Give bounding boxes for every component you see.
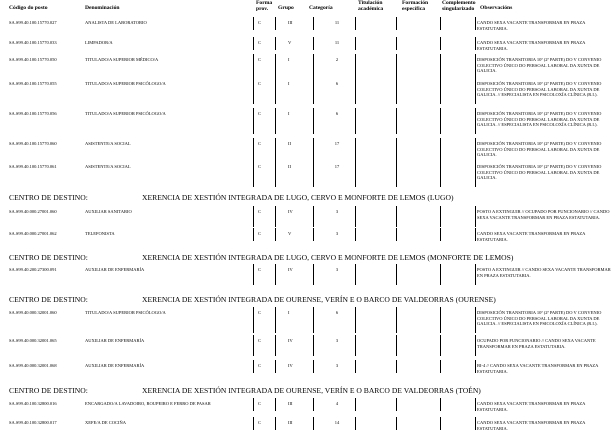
section-label: CENTRO DE DESTINO: [9, 386, 88, 395]
post-categoria: 11 [334, 40, 340, 45]
header-complemento: Complemento [442, 0, 476, 6]
post-forma: C [258, 20, 262, 25]
post-observations: BI-4 // CANDO SEXA VACANTE TRANSFORMAR EN PRAZA ESTATUTARIA. [477, 363, 599, 374]
post-code: SA.S99.40.200.27300.091 [9, 267, 57, 272]
post-denomination: LIMPADOR/A [85, 40, 113, 45]
section-name: XERENCIA DE XESTIÓN INTEGRADA DE OURENSE, VERÍN E O BARCO DE VALDEORRAS (TOÉN) [142, 386, 481, 395]
post-denomination: ASISTENTE/A SOCIAL [85, 141, 131, 146]
post-categoria: 3 [335, 267, 339, 272]
post-grupo: I [288, 81, 290, 86]
post-code: SA.S99.40.000.27001.062 [9, 231, 57, 236]
post-code: SA.S99.40.000.32001.060 [9, 310, 57, 315]
section-name: XERENCIA DE XESTIÓN INTEGRADA DE LUGO, CERVO E MONFORTE DE LEMOS (MONFORTE DE LEMOS) [142, 253, 514, 262]
post-forma: C [258, 338, 262, 343]
post-grupo: I [288, 310, 290, 315]
post-grupo: II [288, 164, 291, 169]
post-denomination: AUXILIAR DE ENFERMARÍA [85, 267, 145, 272]
post-categoria: 3 [335, 338, 339, 343]
post-observations: DISPOSICIÓN TRANSITORIA 10ª (2ª PARTE) DO V CONVENIO COLECTIVO ÚNICO DO PERSOAL LABORAL DA XUNTA DE GALICIA. // ESPECIALISTA EN PSICOLOXÍA CLÍNICA (R.I.). [477, 81, 602, 98]
post-grupo: IV [288, 363, 293, 368]
post-denomination: TITULADO/A SUPERIOR PSICÓLOGO/A [85, 111, 166, 116]
post-code: SA.S99.40.000.27001.060 [9, 209, 57, 214]
post-grupo: III [288, 401, 293, 406]
section-name: XERENCIA DE XESTIÓN INTEGRADA DE OURENSE, VERÍN E O BARCO DE VALDEORRAS (OURENSE) [142, 295, 496, 304]
post-categoria: 6 [335, 111, 339, 116]
post-code: SA.S99.40.100.15770.050 [9, 57, 57, 62]
post-code: SA.S99.40.100.15770.061 [9, 164, 57, 169]
section-name: XERENCIA DE XESTIÓN INTEGRADA DE LUGO, CERVO E MONFORTE DE LEMOS (LUGO) [142, 193, 454, 202]
post-forma: C [258, 81, 262, 86]
post-code: SA.S99.40.100.15770.033 [9, 40, 57, 45]
post-categoria: 17 [334, 141, 340, 146]
post-categoria: 3 [335, 209, 339, 214]
post-categoria: 6 [335, 310, 339, 315]
post-forma: C [258, 40, 262, 45]
post-observations: CANDO SEXA VACANTE TRANSFORMAR EN PRAZA ESTATUTARIA. [477, 401, 586, 412]
post-categoria: 4 [335, 401, 339, 406]
post-grupo: IV [288, 338, 293, 343]
header-observacions: Observacións [480, 5, 513, 11]
post-categoria: 2 [335, 57, 339, 62]
post-code: SA.S99.40.100.15770.060 [9, 141, 57, 146]
post-denomination: ANALISTA DE LABORATORIO [85, 20, 147, 25]
post-code: SA.S99.40.000.32001.065 [9, 338, 57, 343]
post-categoria: 3 [335, 363, 339, 368]
post-forma: C [258, 231, 262, 236]
post-observations: CANDO SEXA VACANTE TRANSFORMAR EN PRAZA ESTATUTARIA. [477, 20, 586, 31]
header-code: Código do posto [9, 5, 48, 11]
post-grupo: II [288, 141, 291, 146]
post-forma: C [258, 57, 262, 62]
header-formacion: Formación [402, 0, 429, 6]
post-categoria: 6 [335, 81, 339, 86]
post-grupo: I [288, 57, 290, 62]
post-grupo: I [288, 111, 290, 116]
header-academica: académica [358, 6, 384, 12]
post-denomination: ENCARGADO/A LAVADOIRO, ROUPEIRO E FERRO DE PASAR [85, 401, 211, 406]
post-forma: C [258, 310, 262, 315]
post-denomination: TELEFONISTA [85, 231, 115, 236]
header-especifica: específica [402, 6, 425, 12]
post-forma: C [258, 363, 262, 368]
post-grupo: V [288, 40, 292, 45]
post-forma: C [258, 420, 262, 425]
post-observations: DISPOSICIÓN TRANSITORIA 10ª (2ª PARTE) DO V CONVENIO COLECTIVO ÚNICO DO PERSOAL LABORAL DA XUNTA DE GALICIA. // ESPECIALISTA EN PSICOLOXÍA CLÍNICA (R.I.). [477, 111, 602, 128]
header-grupo: Grupo [278, 5, 294, 11]
post-forma: C [258, 401, 262, 406]
post-observations: OCUPADO POR FUNCIONARIO // CANDO SEXA VACANTE TRANSFORMAR EN PRAZA ESTATUTARIA. [477, 338, 596, 349]
post-observations: DISPOSICIÓN TRANSITORIA 10ª (2ª PARTE) DO V CONVENIO COLECTIVO ÚNICO DO PERSOAL LABORAL DA XUNTA DE GALICIA. [477, 164, 602, 181]
post-code: SA.S99.40.100.15770.056 [9, 111, 57, 116]
header-prov: prov. [256, 6, 269, 12]
post-forma: C [258, 164, 262, 169]
header-denomination: Denominación [85, 5, 120, 11]
post-observations: DISPOSICIÓN TRANSITORIA 10ª (2ª PARTE) DO V CONVENIO COLECTIVO ÚNICO DO PERSOAL LABORAL DA XUNTA DE GALICIA. [477, 57, 602, 74]
post-denomination: AUXILIAR SANITARIO [85, 209, 132, 214]
post-forma: C [258, 209, 262, 214]
post-observations: POSTO A EXTINGUIR // CANDO SEXA VACANTE TRANSFORMAR EN PRAZA ESTATUTARIA. [477, 267, 611, 278]
post-denomination: ASISTENTE/A SOCIAL [85, 164, 131, 169]
section-label: CENTRO DE DESTINO: [9, 253, 88, 262]
post-code: SA.S99.40.000.32001.068 [9, 363, 57, 368]
post-forma: C [258, 267, 262, 272]
post-observations: CANDO SEXA VACANTE TRANSFORMAR EN PRAZA ESTATUTARIA. [477, 40, 586, 51]
post-denomination: XEFE/A DE COCIÑA [85, 420, 127, 425]
post-code: SA.S99.40.100.32800.016 [9, 401, 57, 406]
section-label: CENTRO DE DESTINO: [9, 193, 88, 202]
post-observations: DISPOSICIÓN TRANSITORIA 10ª (2ª PARTE) DO V CONVENIO COLECTIVO ÚNICO DO PERSOAL LABORAL DA XUNTA DE GALICIA. // ESPECIALISTA EN PSICOLOXÍA CLÍNICA (R.I.). [477, 310, 602, 327]
post-forma: C [258, 141, 262, 146]
section-label: CENTRO DE DESTINO: [9, 295, 88, 304]
post-observations: CANDO SEXA VACANTE TRANSFORMAR EN PRAZA ESTATUTARIA. [477, 420, 586, 431]
header-titulacion: Titulación [358, 0, 383, 6]
post-categoria: 3 [335, 231, 339, 236]
post-categoria: 17 [334, 164, 340, 169]
post-denomination: TITULADO/A SUPERIOR PSICÓLOGO/A [85, 310, 166, 315]
post-categoria: 14 [334, 420, 340, 425]
post-denomination: TITULADO/A SUPERIOR MÉDICO/A [85, 57, 159, 62]
post-grupo: V [288, 231, 292, 236]
post-forma: C [258, 111, 262, 116]
post-grupo: III [288, 420, 293, 425]
post-grupo: III [288, 20, 293, 25]
post-code: SA.S99.40.100.15770.055 [9, 81, 57, 86]
post-grupo: IV [288, 267, 293, 272]
post-denomination: AUXILIAR DE ENFERMARÍA [85, 363, 145, 368]
header-singularizado: singularizado [442, 6, 475, 12]
post-observations: DISPOSICIÓN TRANSITORIA 10ª (2ª PARTE) DO V CONVENIO COLECTIVO ÚNICO DO PERSOAL LABORAL DA XUNTA DE GALICIA. [477, 141, 602, 158]
post-observations: CANDO SEXA VACANTE TRANSFORMAR EN PRAZA ESTATUTARIA. [477, 231, 586, 242]
post-observations: POSTO A EXTINGUIR // OCUPADO POR FUNCIONARIO // CANDO SEXA VACANTE TRANSFORMAR EN PRAZA ESTATUTARIA. [477, 209, 610, 220]
post-code: SA.S99.40.100.32800.017 [9, 420, 57, 425]
header-forma: Forma [256, 0, 273, 6]
post-denomination: TITULADO/A SUPERIOR PSICÓLOGO/A [85, 81, 166, 86]
post-grupo: IV [288, 209, 293, 214]
header-categoria: Categoría [309, 5, 333, 11]
post-denomination: AUXILIAR DE ENFERMARÍA [85, 338, 145, 343]
post-code: SA.S99.40.100.15770.027 [9, 20, 57, 25]
post-categoria: 11 [334, 20, 340, 25]
